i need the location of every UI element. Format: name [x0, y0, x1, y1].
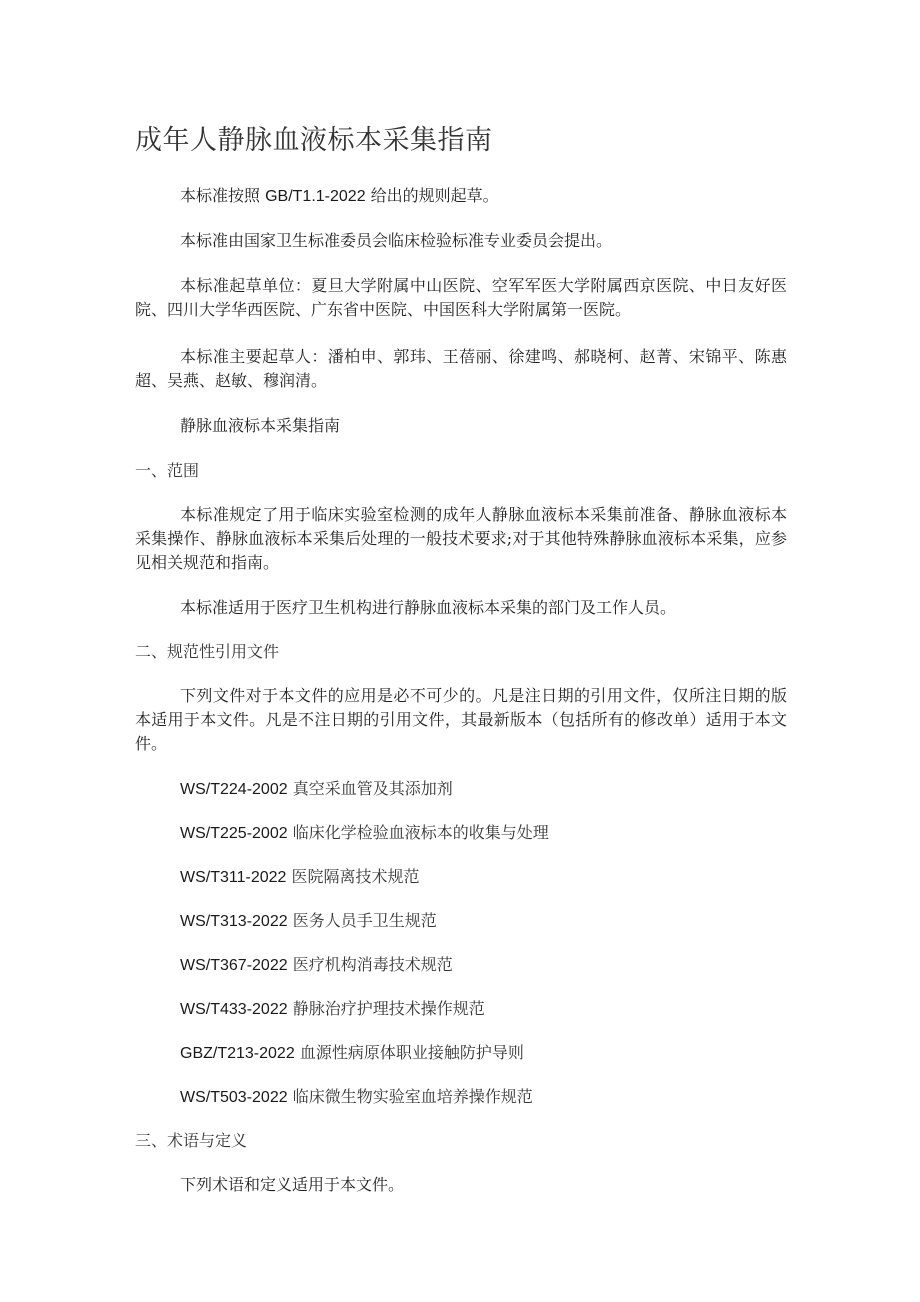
- intro-paragraph-1: [135, 184, 787, 209]
- reference-item: [180, 1041, 524, 1066]
- reference-code: WS/T224-2002: [180, 781, 288, 798]
- section-2-paragraph-1: 下列文件对于本文件的应用是必不可少的。凡是注日期的引用文件，仅所注日期的版本适用于本文件。凡是不注日期的引用文件，其最新版本（包括所有的修改单）适用于本文件。: [135, 686, 787, 753]
- reference-title: 医疗机构消毒技术规范: [292, 955, 453, 974]
- section-1-heading: 一、范围: [135, 461, 200, 480]
- reference-code: GBZ/T213-2022: [180, 1045, 295, 1062]
- reference-code: WS/T225-2002: [180, 825, 288, 842]
- reference-title: 医务人员手卫生规范: [292, 911, 437, 930]
- intro-paragraph-3: 本标准起草单位：夏旦大学附属中山医院、空军军医大学附属西京医院、中日友好医院、四川大学华西医院、广东省中医院、中国医科大学附属第一医院。: [135, 276, 787, 319]
- reference-item: [180, 777, 453, 802]
- reference-title: 血源性病原体职业接触防护导则: [299, 1043, 524, 1062]
- intro-paragraph-5: 静脉血液标本采集指南: [180, 416, 341, 435]
- reference-code: WS/T311-2022: [180, 869, 287, 886]
- reference-code: WS/T313-2022: [180, 913, 288, 930]
- reference-item: [180, 1085, 533, 1110]
- intro-p1-suffix: 给出的规则起草。: [365, 186, 499, 205]
- section-3-heading: 三、术语与定义: [135, 1131, 248, 1150]
- reference-item: [180, 909, 437, 934]
- reference-code: WS/T433-2022: [180, 1001, 288, 1018]
- reference-code: WS/T503-2022: [180, 1089, 288, 1106]
- document-title: 成年人静脉血液标本采集指南: [135, 125, 493, 156]
- reference-item: [180, 821, 549, 846]
- section-2-heading: 二、规范性引用文件: [135, 642, 280, 661]
- reference-title: 医院隔离技术规范: [291, 867, 420, 886]
- reference-title: 临床微生物实验室血培养操作规范: [292, 1087, 533, 1106]
- intro-p1-code: GB/T1.1-2022: [265, 188, 366, 205]
- intro-paragraph-4: 本标准主要起草人：潘柏申、郭玮、王蓓丽、徐建鸣、郝晓柯、赵菁、宋锦平、陈惠超、吴燕、赵敏、穆润清。: [135, 347, 787, 390]
- intro-p1-prefix: 本标准按照: [180, 186, 266, 205]
- intro-paragraph-2: 本标准由国家卫生标准委员会临床检验标准专业委员会提出。: [180, 231, 613, 250]
- reference-code: WS/T367-2022: [180, 957, 288, 974]
- reference-title: 真空采血管及其添加剂: [292, 779, 453, 798]
- reference-title: 临床化学检验血液标本的收集与处理: [292, 823, 549, 842]
- section-1-paragraph-2: 本标准适用于医疗卫生机构进行静脉血液标本采集的部门及工作人员。: [180, 598, 677, 617]
- reference-title: 静脉治疗护理技术操作规范: [292, 999, 485, 1018]
- section-3-paragraph-1: 下列术语和定义适用于本文件。: [180, 1175, 405, 1194]
- reference-item: [180, 997, 485, 1022]
- section-1-paragraph-1: 本标准规定了用于临床实验室检测的成年人静脉血液标本采集前准备、静脉血液标本采集操作、静脉血液标本采集后处理的一般技术要求;对于其他特殊静脉血液标本采集，应参见相关规范和指南。: [135, 505, 787, 572]
- reference-item: [180, 953, 453, 978]
- reference-item: [180, 865, 420, 890]
